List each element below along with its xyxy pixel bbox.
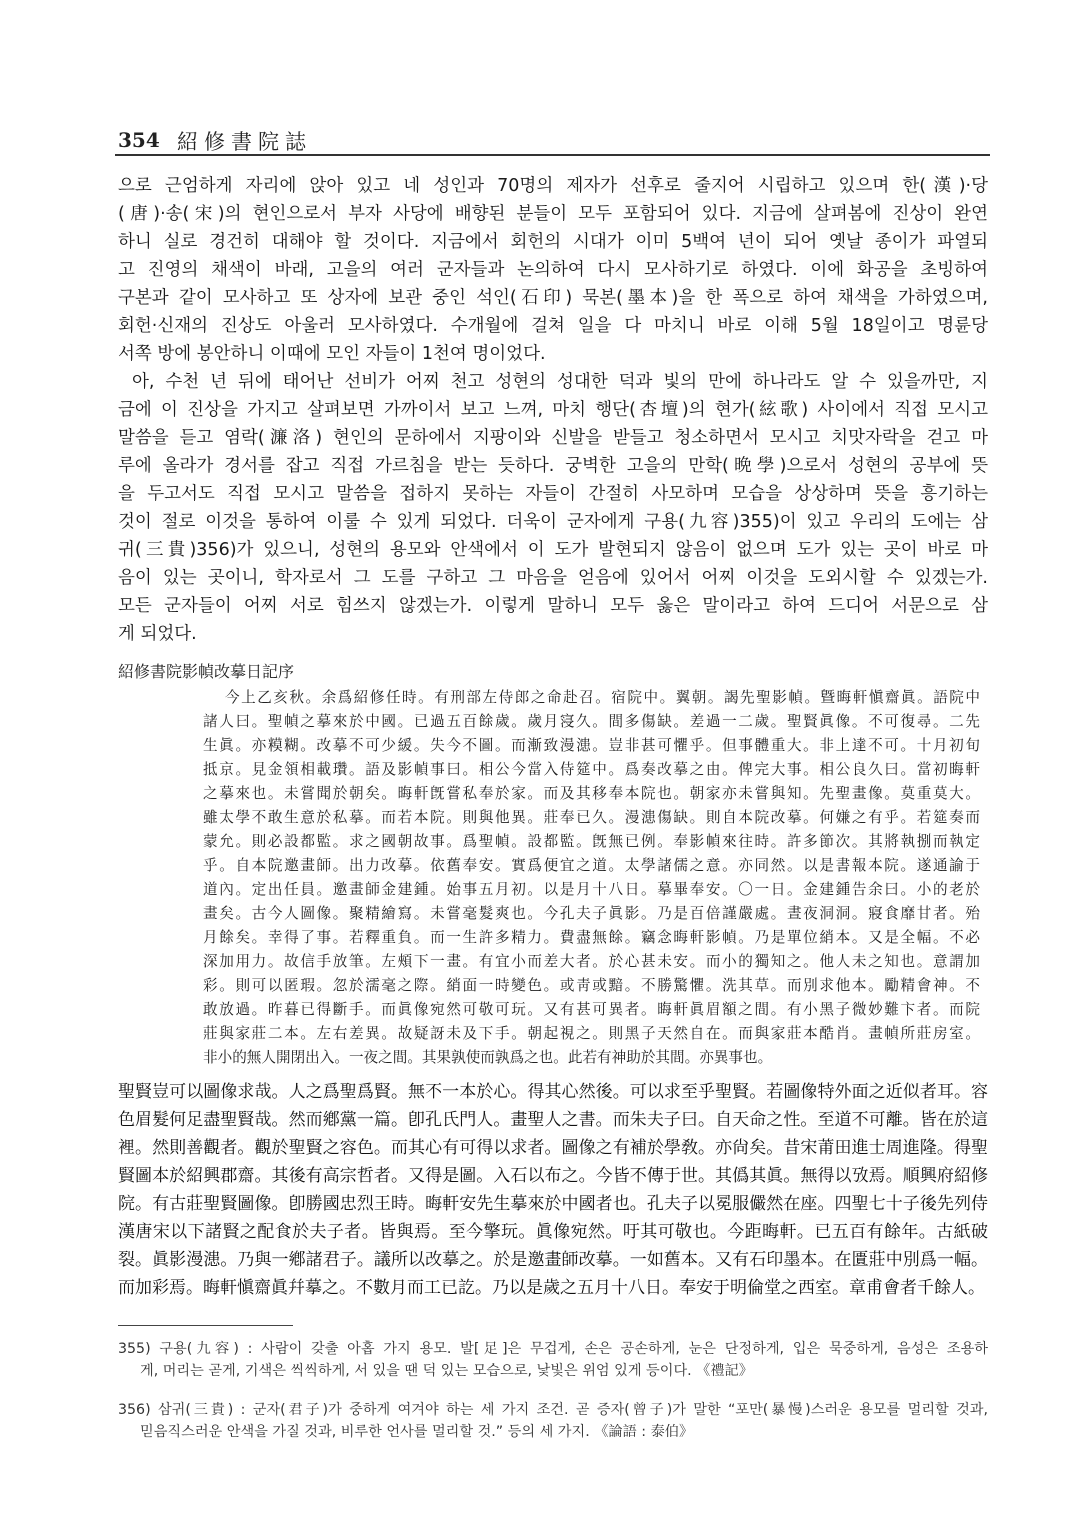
quote-line: 道內。定出任員。邀畫師金建鍾。始事五月初。以是月十八日。摹畢奉安。〇一日。金建鍾告余曰。小的老於	[203, 881, 980, 898]
quote-line: 畫矣。古今人圖像。聚精繪寫。未嘗毫髮爽也。今孔夫子眞影。乃是百倍謹嚴處。晝夜洞洞。寢食靡甘者。殆	[203, 905, 980, 922]
page-header	[115, 126, 990, 156]
text-line: 을 두고서도 직접 모시고 말씀을 접하지 못하는 자들이 간절히 사모하며 모습을 상상하며 뜻을 흥기하는	[118, 484, 988, 504]
quote-line: 非小的無人開閉出入。一夜之間。其果孰使而孰爲之也。此若有神助於其間。亦異事也。	[203, 1049, 773, 1066]
text-line: 음이 있는 곳이니, 학자로서 그 도를 구하고 그 마음을 얻음에 있어서 어찌 이것을 도외시할 수 있겠는가.	[118, 568, 988, 588]
paragraph	[118, 172, 988, 368]
quote-line: 諸人曰。聖幀之摹來於中國。已過五百餘歲。歲月寖久。間多傷缺。差過一二歲。聖賢眞像。不可復尋。二先	[203, 713, 980, 730]
text-line: (唐)·송(宋)의 현인으로서 부자 사당에 배향된 분들이 모두 포함되어 있다. 지금에 살펴봄에 진상이 완연	[118, 204, 988, 224]
classical-line: 賢圖本於紹興郡齋。其後有高宗哲者。又得是圖。入石以布之。今皆不傳于世。其僞其眞。無得以攷焉。順興府紹修	[118, 1166, 988, 1186]
quote-line: 生眞。亦糢糊。改摹不可少緩。失今不圖。而漸致漫漶。豈非甚可懼乎。但事體重大。非上達不可。十月初旬	[203, 737, 980, 754]
classical-line: 院。有古莊聖賢圖像。卽勝國忠烈王時。晦軒安先生摹來於中國者也。孔夫子以冕服儼然在座。四聖七十子後先列侍	[118, 1194, 988, 1214]
text-line: 말씀을 듣고 염락(濂洛) 현인의 문하에서 지팡이와 신발을 받들고 청소하면서 모시고 치맛자락을 걷고 마	[118, 428, 988, 448]
text-line: 루에 올라가 경서를 잡고 직접 가르침을 받는 듯하다. 궁벽한 고을의 만학(晩學)으로서 성현의 공부에 뜻	[118, 456, 988, 476]
classical-chinese-preface	[118, 1078, 988, 1302]
classical-line: 裡。然則善觀者。觀於聖賢之容色。而其心有可得以求者。圖像之有補於學敎。亦尙矣。昔宋莆田進士周進隆。得聖	[118, 1138, 988, 1158]
classical-line: 漢唐宋以下諸賢之配食於夫子者。皆與焉。至今擎玩。眞像宛然。吁其可敬也。今距晦軒。已五百有餘年。古紙破	[118, 1222, 988, 1242]
footnote-rule	[118, 1325, 293, 1326]
text-line: 게 되었다.	[118, 624, 197, 644]
quote-line: 彩。則可以匿瑕。忽於濡毫之際。綃面一時變色。或靑或黯。不勝驚懼。洗其草。而別求他本。勵精會神。不	[203, 977, 980, 994]
document-title: 紹修書院影幀改摹日記序	[118, 662, 295, 681]
page-number: 354	[118, 128, 160, 152]
quote-line: 今上乙亥秋。余爲紹修任時。有刑部左侍郎之命赴召。宿院中。翼朝。謁先聖影幀。曁晦軒愼齋眞。語院中	[225, 689, 980, 706]
korean-translation-body	[118, 172, 988, 648]
footnote-line: 355) 구용(九容) : 사람이 갖출 아홉 가지 용모. 발[足]은 무겁게, 손은 공손하게, 눈은 단정하게, 입은 묵중하게, 음성은 조용하	[118, 1341, 988, 1357]
quote-line: 莊與家莊二本。左右差異。故疑訝未及下手。朝起視之。則黑子天然自在。而與家莊本酷肖。畫幀所莊房室。	[203, 1025, 980, 1042]
text-line: 하니 실로 경건히 대해야 할 것이다. 지금에서 회헌의 시대가 이미 5백여 년이 되어 옛날 종이가 파열되	[118, 232, 988, 252]
quote-line: 雖太學不敢生意於私摹。而若本院。則與他異。莊奉已久。漫漶傷缺。則自本院改摹。何嫌之有乎。若筵奏而	[203, 809, 980, 826]
classical-line: 而加彩焉。晦軒愼齋眞幷摹之。不數月而工已訖。乃以是歲之五月十八日。奉安于明倫堂之西室。章甫會者千餘人。	[118, 1278, 985, 1298]
text-line: 것이 절로 이것을 통하여 이룰 수 있게 되었다. 더욱이 군자에게 구용(九容)355)이 있고 우리의 도에는 삼	[118, 512, 988, 532]
footnote-line: 믿음직스러운 안색을 가질 것과, 비루한 언사를 멀리할 것.” 등의 세 가지. 《論語 : 泰伯》	[140, 1424, 694, 1440]
header-rule	[115, 154, 990, 156]
footnote	[118, 1338, 988, 1382]
text-line: 모든 군자들이 어찌 서로 힘쓰지 않겠는가. 이렇게 말하니 모두 옳은 말이라고 하여 드디어 서문으로 삼	[118, 596, 988, 616]
text-line: 귀(三貴)356)가 있으니, 성현의 용모와 안색에서 이 도가 발현되지 않음이 없으며 도가 있는 곳이 바로 마	[118, 540, 988, 560]
text-line: 금에 이 진상을 가지고 살펴보면 가까이서 보고 느껴, 마치 행단(杏壇)의 현가(絃歌) 사이에서 직접 모시고	[118, 400, 988, 420]
quote-line: 抵京。見金領相載瓚。語及影幀事曰。相公今當入侍筵中。爲奏改摹之由。俾完大事。相公良久曰。當初晦軒	[203, 761, 980, 778]
quote-line: 深加用力。故信手放筆。左頰下一畫。有宜小而差大者。於心甚未安。而小的獨知之。他人未之知也。意謂加	[203, 953, 980, 970]
text-line: 구본과 같이 모사하고 또 상자에 보관 중인 석인(石印) 묵본(墨本)을 한 폭으로 하여 채색을 가하였으며,	[118, 288, 988, 308]
quote-line: 之摹來也。未嘗聞於朝矣。晦軒旣嘗私奉於家。而及其移奉本院也。朝家亦未嘗與知。先聖畫像。莫重莫大。	[203, 785, 980, 802]
classical-line: 裂。眞影漫漶。乃與一鄕諸君子。議所以改摹之。於是邀畫師改摹。一如舊本。又有石印墨本。在匱莊中別爲一幅。	[118, 1250, 988, 1270]
quote-line: 月餘矣。幸得了事。若釋重負。而一生許多精力。費盡無餘。竊念晦軒影幀。乃是單位綃本。又是全幅。不必	[203, 929, 980, 946]
footnotes	[118, 1338, 988, 1460]
quote-line: 乎。自本院邀畫師。出力改摹。依舊奉安。實爲便宜之道。太學諸儒之意。亦同然。以是書報本院。遂通諭于	[203, 857, 980, 874]
classical-line: 色眉髮何足盡聖賢哉。然而鄕黨一篇。卽孔氏門人。畫聖人之書。而朱夫子曰。自天命之性。至道不可離。皆在於這	[118, 1110, 988, 1130]
diary-quote-block	[203, 686, 980, 1070]
quote-line: 敢放過。昨暮已得斷手。而眞像宛然可敬可玩。又有甚可異者。晦軒眞眉額之間。有小黑子微妙難卞者。而院	[203, 1001, 980, 1018]
text-line: 서쪽 방에 봉안하니 이때에 모인 자들이 1천여 명이었다.	[118, 344, 546, 364]
footnote-line: 게, 머리는 곧게, 기색은 씩씩하게, 서 있을 땐 덕 있는 모습으로, 낯빛은 위엄 있게 등이다. 《禮記》	[140, 1363, 753, 1379]
paragraph	[118, 368, 988, 648]
text-line: 으로 근엄하게 자리에 앉아 있고 네 성인과 70명의 제자가 선후로 줄지어 시립하고 있으며 한(漢)·당	[118, 176, 988, 196]
book-title: 紹修書院誌	[177, 130, 312, 154]
footnote	[118, 1399, 988, 1443]
text-line: 고 진영의 채색이 바래, 고을의 여러 군자들과 논의하여 다시 모사하기로 하였다. 이에 화공을 초빙하여	[118, 260, 988, 280]
text-line: 아, 수천 년 뒤에 태어난 선비가 어찌 천고 성현의 성대한 덕과 빛의 만에 하나라도 알 수 있을까만, 지	[132, 372, 988, 392]
quote-line: 蒙允。則必設都監。求之國朝故事。爲聖幀。設都監。旣無已例。奉影幀來往時。許多節次。其將執捌而執定	[203, 833, 980, 850]
text-line: 회헌·신재의 진상도 아울러 모사하였다. 수개월에 걸쳐 일을 다 마치니 바로 이해 5월 18일이고 명륜당	[118, 316, 988, 336]
footnote-line: 356) 삼귀(三貴) : 군자(君子)가 중하게 여겨야 하는 세 가지 조건. 곧 증자(曾子)가 말한 “포만(暴慢)스러운 용모를 멀리할 것과,	[118, 1402, 988, 1418]
classical-line: 聖賢豈可以圖像求哉。人之爲聖爲賢。無不一本於心。得其心然後。可以求至乎聖賢。若圖像特外面之近似者耳。容	[118, 1082, 988, 1102]
